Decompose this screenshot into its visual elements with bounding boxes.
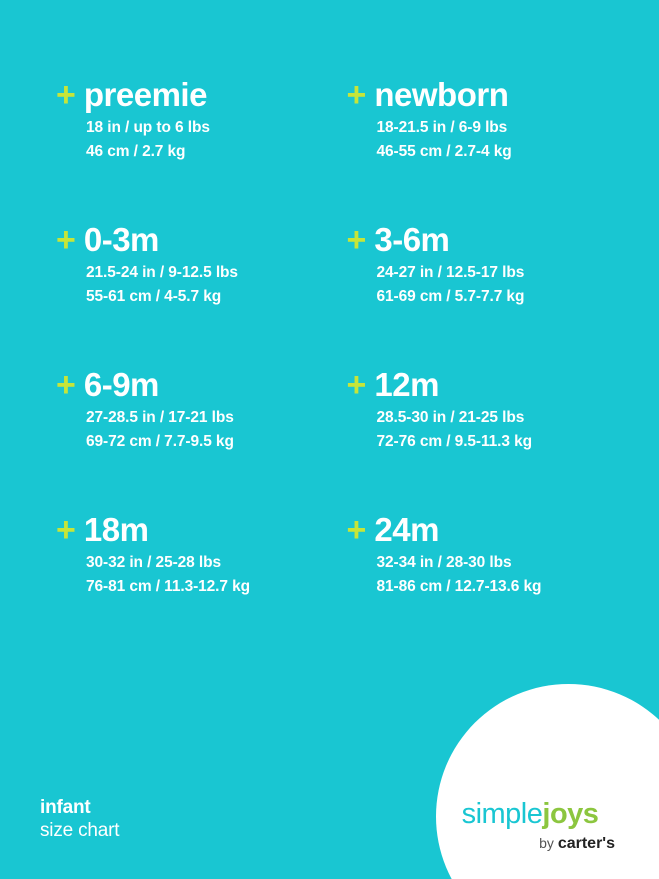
logo-byline bbox=[439, 835, 621, 853]
size-block-preemie bbox=[56, 78, 329, 163]
size-imperial: 18-21.5 in / 6-9 lbs bbox=[376, 119, 508, 136]
size-block-18m bbox=[56, 513, 329, 598]
size-heading bbox=[346, 366, 620, 405]
logo-wordmark bbox=[439, 800, 621, 829]
size-heading bbox=[346, 511, 620, 550]
brand-logo bbox=[439, 800, 621, 853]
size-metric: 46-55 cm / 2.7-4 kg bbox=[376, 142, 512, 160]
size-label: 18m bbox=[83, 511, 149, 549]
size-label: preemie bbox=[83, 76, 207, 113]
size-heading bbox=[56, 511, 329, 550]
footer-title: infant bbox=[40, 796, 91, 818]
plus-icon: + bbox=[56, 221, 75, 260]
size-heading bbox=[56, 78, 329, 112]
chart-footer bbox=[40, 796, 119, 844]
size-heading bbox=[346, 221, 620, 260]
size-block-newborn bbox=[347, 78, 620, 163]
size-metric: 81-86 cm / 12.7-13.6 kg bbox=[376, 577, 542, 595]
size-heading bbox=[56, 221, 329, 260]
logo-brand-name: carter's bbox=[557, 835, 615, 852]
plus-icon: + bbox=[56, 366, 75, 405]
size-metric: 61-69 cm / 5.7-7.7 kg bbox=[376, 287, 525, 305]
size-label: 6-9m bbox=[83, 366, 159, 404]
size-block-12m bbox=[347, 368, 620, 453]
size-imperial: 21.5-24 in / 9-12.5 lbs bbox=[86, 264, 238, 282]
size-imperial: 27-28.5 in / 17-21 lbs bbox=[86, 409, 234, 427]
size-label: 24m bbox=[374, 511, 439, 549]
size-imperial: 28.5-30 in / 21-25 lbs bbox=[376, 409, 525, 427]
size-metric: 69-72 cm / 7.7-9.5 kg bbox=[86, 432, 234, 450]
plus-icon: + bbox=[346, 76, 366, 114]
logo-by-text: by bbox=[539, 835, 554, 851]
plus-icon: + bbox=[346, 221, 366, 260]
logo-word-simple: simple bbox=[461, 798, 543, 830]
plus-icon: + bbox=[56, 511, 75, 550]
size-metric: 76-81 cm / 11.3-12.7 kg bbox=[86, 577, 251, 595]
logo-word-joys: joys bbox=[542, 798, 599, 830]
size-label: 0-3m bbox=[83, 221, 159, 259]
size-imperial: 18 in / up to 6 lbs bbox=[86, 119, 210, 136]
size-block-6-9m bbox=[56, 368, 329, 453]
plus-icon: + bbox=[346, 366, 366, 405]
plus-icon: + bbox=[346, 511, 366, 550]
size-imperial: 24-27 in / 12.5-17 lbs bbox=[376, 264, 525, 282]
size-block-24m bbox=[347, 513, 620, 598]
size-metric: 46 cm / 2.7 kg bbox=[86, 142, 186, 160]
size-block-3-6m bbox=[347, 223, 620, 308]
size-imperial: 30-32 in / 25-28 lbs bbox=[86, 554, 221, 572]
size-heading bbox=[347, 78, 620, 112]
size-imperial: 32-34 in / 28-30 lbs bbox=[376, 554, 512, 572]
size-heading bbox=[56, 366, 329, 405]
footer-subtitle: size chart bbox=[40, 820, 120, 842]
size-block-0-3m bbox=[56, 223, 329, 308]
plus-icon: + bbox=[56, 76, 75, 114]
size-label: newborn bbox=[374, 76, 509, 113]
size-grid bbox=[56, 78, 619, 598]
size-label: 3-6m bbox=[374, 221, 450, 259]
size-metric: 55-61 cm / 4-5.7 kg bbox=[86, 287, 222, 305]
size-label: 12m bbox=[374, 366, 439, 404]
size-metric: 72-76 cm / 9.5-11.3 kg bbox=[376, 432, 532, 450]
